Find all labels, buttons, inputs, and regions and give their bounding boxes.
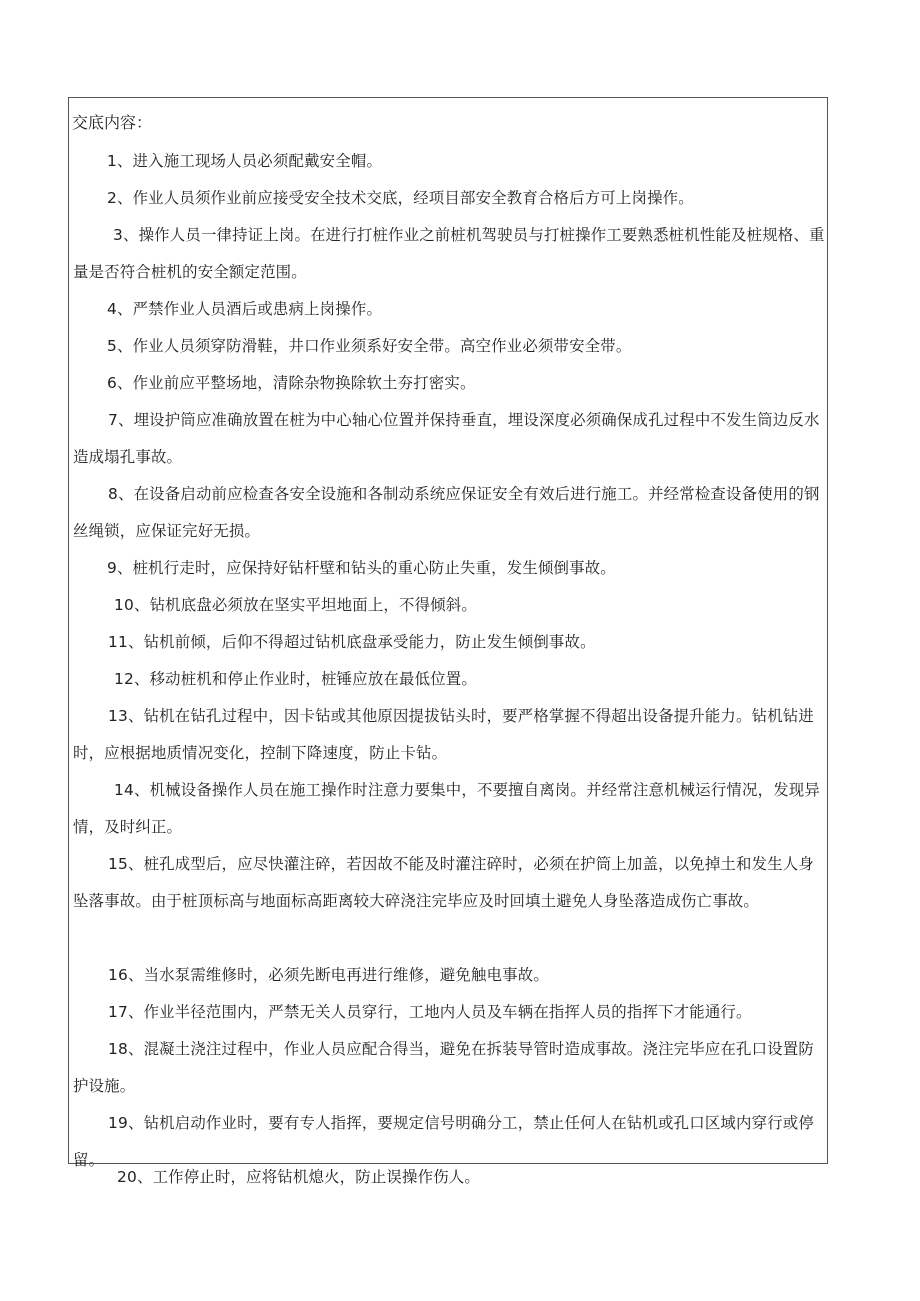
list-item-outside-box: 20、工作停止时，应将钻机熄火，防止误操作伤人。 <box>117 1168 480 1186</box>
list-item: 18、混凝土浇注过程中，作业人员应配合得当，避免在拆装导管时造成事故。浇注完毕应在孔口设置防护设施。 <box>73 1040 814 1095</box>
list-item: 19、钻机启动作业时，要有专人指挥，要规定信号明确分工，禁止任何人在钻机或孔口区域内穿行或停留。 <box>73 1114 814 1169</box>
list-item: 13、钻机在钻孔过程中，因卡钻或其他原因提拔钻头时，要严格掌握不得超出设备提升能力。钻机钻进时，应根据地质情况变化，控制下降速度，防止卡钻。 <box>73 707 814 762</box>
list-item: 10、钻机底盘必须放在坚实平坦地面上，不得倾斜。 <box>114 596 477 614</box>
list-item: 1、进入施工现场人员必须配戴安全帽。 <box>107 152 383 170</box>
list-item: 17、作业半径范围内，严禁无关人员穿行，工地内人员及车辆在指挥人员的指挥下才能通行。 <box>108 1003 752 1021</box>
list-item: 15、桩孔成型后，应尽快灌注碎，若因故不能及时灌注碎时，必须在护筒上加盖，以免掉土和发生人身坠落事故。由于桩顶标高与地面标高距离较大碎浇注完毕应及时回填土避免人身坠落造成伤亡事故。 <box>73 855 814 910</box>
list-item: 5、作业人员须穿防滑鞋，井口作业须系好安全带。高空作业必须带安全带。 <box>107 337 632 355</box>
list-item: 11、钻机前倾，后仰不得超过钻机底盘承受能力，防止发生倾倒事故。 <box>108 633 596 651</box>
list-item: 7、埋设护筒应准确放置在桩为中心轴心位置并保持垂直，埋设深度必须确保成孔过程中不发生筒边反水造成塌孔事故。 <box>73 411 820 466</box>
list-item: 14、机械设备操作人员在施工操作时注意力要集中，不要擅自离岗。并经常注意机械运行情况，发现异情，及时纠正。 <box>73 781 820 836</box>
list-item: 2、作业人员须作业前应接受安全技术交底，经项目部安全教育合格后方可上岗操作。 <box>107 189 694 207</box>
section-heading: 交底内容： <box>72 113 153 132</box>
list-item: 3、操作人员一律持证上岗。在进行打桩作业之前桩机驾驶员与打桩操作工要熟悉桩机性能及桩规格、重量是否符合桩机的安全额定范围。 <box>73 226 825 281</box>
list-item: 12、移动桩机和停止作业时，桩锤应放在最低位置。 <box>114 670 477 688</box>
list-item: 16、当水泵需维修时，必须先断电再进行维修，避免触电事故。 <box>108 966 549 984</box>
list-item: 4、严禁作业人员酒后或患病上岗操作。 <box>107 300 383 318</box>
list-item: 8、在设备启动前应检查各安全设施和各制动系统应保证安全有效后进行施工。并经常检查设备使用的钢丝绳锁，应保证完好无损。 <box>73 485 820 540</box>
list-item: 9、桩机行走时，应保持好钻杆壁和钻头的重心防止失重，发生倾倒事故。 <box>107 559 616 577</box>
list-item: 6、作业前应平整场地，清除杂物换除软土夯打密实。 <box>107 374 476 392</box>
